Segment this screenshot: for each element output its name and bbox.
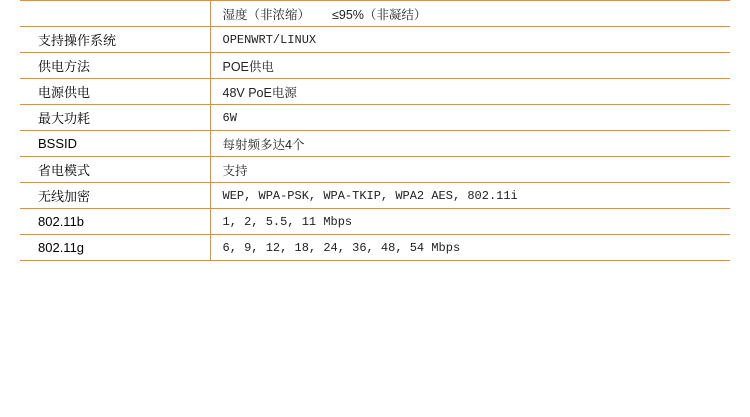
row-value-text: 支持: [222, 163, 248, 178]
row-value-text: 每射频多达4个: [222, 137, 305, 152]
row-label: 供电方法: [20, 53, 210, 79]
table-row: [20, 235, 730, 261]
row-value-humidity-text: 湿度（非浓缩）: [222, 7, 311, 22]
table-row: [20, 183, 730, 209]
table-row: [20, 27, 730, 53]
specification-table: [20, 0, 730, 261]
table-row: [20, 53, 730, 79]
row-label: 电源供电: [20, 79, 210, 105]
row-value: 6, 9, 12, 18, 24, 36, 48, 54 Mbps: [210, 235, 730, 261]
row-value: [210, 79, 730, 105]
row-value: WEP, WPA-PSK, WPA-TKIP, WPA2 AES, 802.11i: [210, 183, 730, 209]
row-label: 802.11g: [20, 235, 210, 261]
table-row: [20, 79, 730, 105]
row-value: [210, 131, 730, 157]
row-value-text: POE供电: [222, 59, 274, 74]
row-value: [210, 157, 730, 183]
row-value: 6W: [210, 105, 730, 131]
row-label: 802.11b: [20, 209, 210, 235]
row-value: OPENWRT/LINUX: [210, 27, 730, 53]
row-label: BSSID: [20, 131, 210, 157]
table-row: [20, 131, 730, 157]
table-row: [20, 105, 730, 131]
row-value: 1, 2, 5.5, 11 Mbps: [210, 209, 730, 235]
row-value: [210, 53, 730, 79]
specification-table-body: [20, 1, 730, 261]
row-label: 无线加密: [20, 183, 210, 209]
table-row: [20, 157, 730, 183]
row-label: 最大功耗: [20, 105, 210, 131]
row-value-humidity-range: ≤95%（非凝结）: [332, 7, 427, 22]
row-label: [20, 1, 210, 27]
table-row: [20, 1, 730, 27]
row-label: 省电模式: [20, 157, 210, 183]
row-value: [210, 1, 730, 27]
row-label: 支持操作系统: [20, 27, 210, 53]
row-value-text: 48V PoE电源: [222, 85, 297, 100]
table-row: [20, 209, 730, 235]
